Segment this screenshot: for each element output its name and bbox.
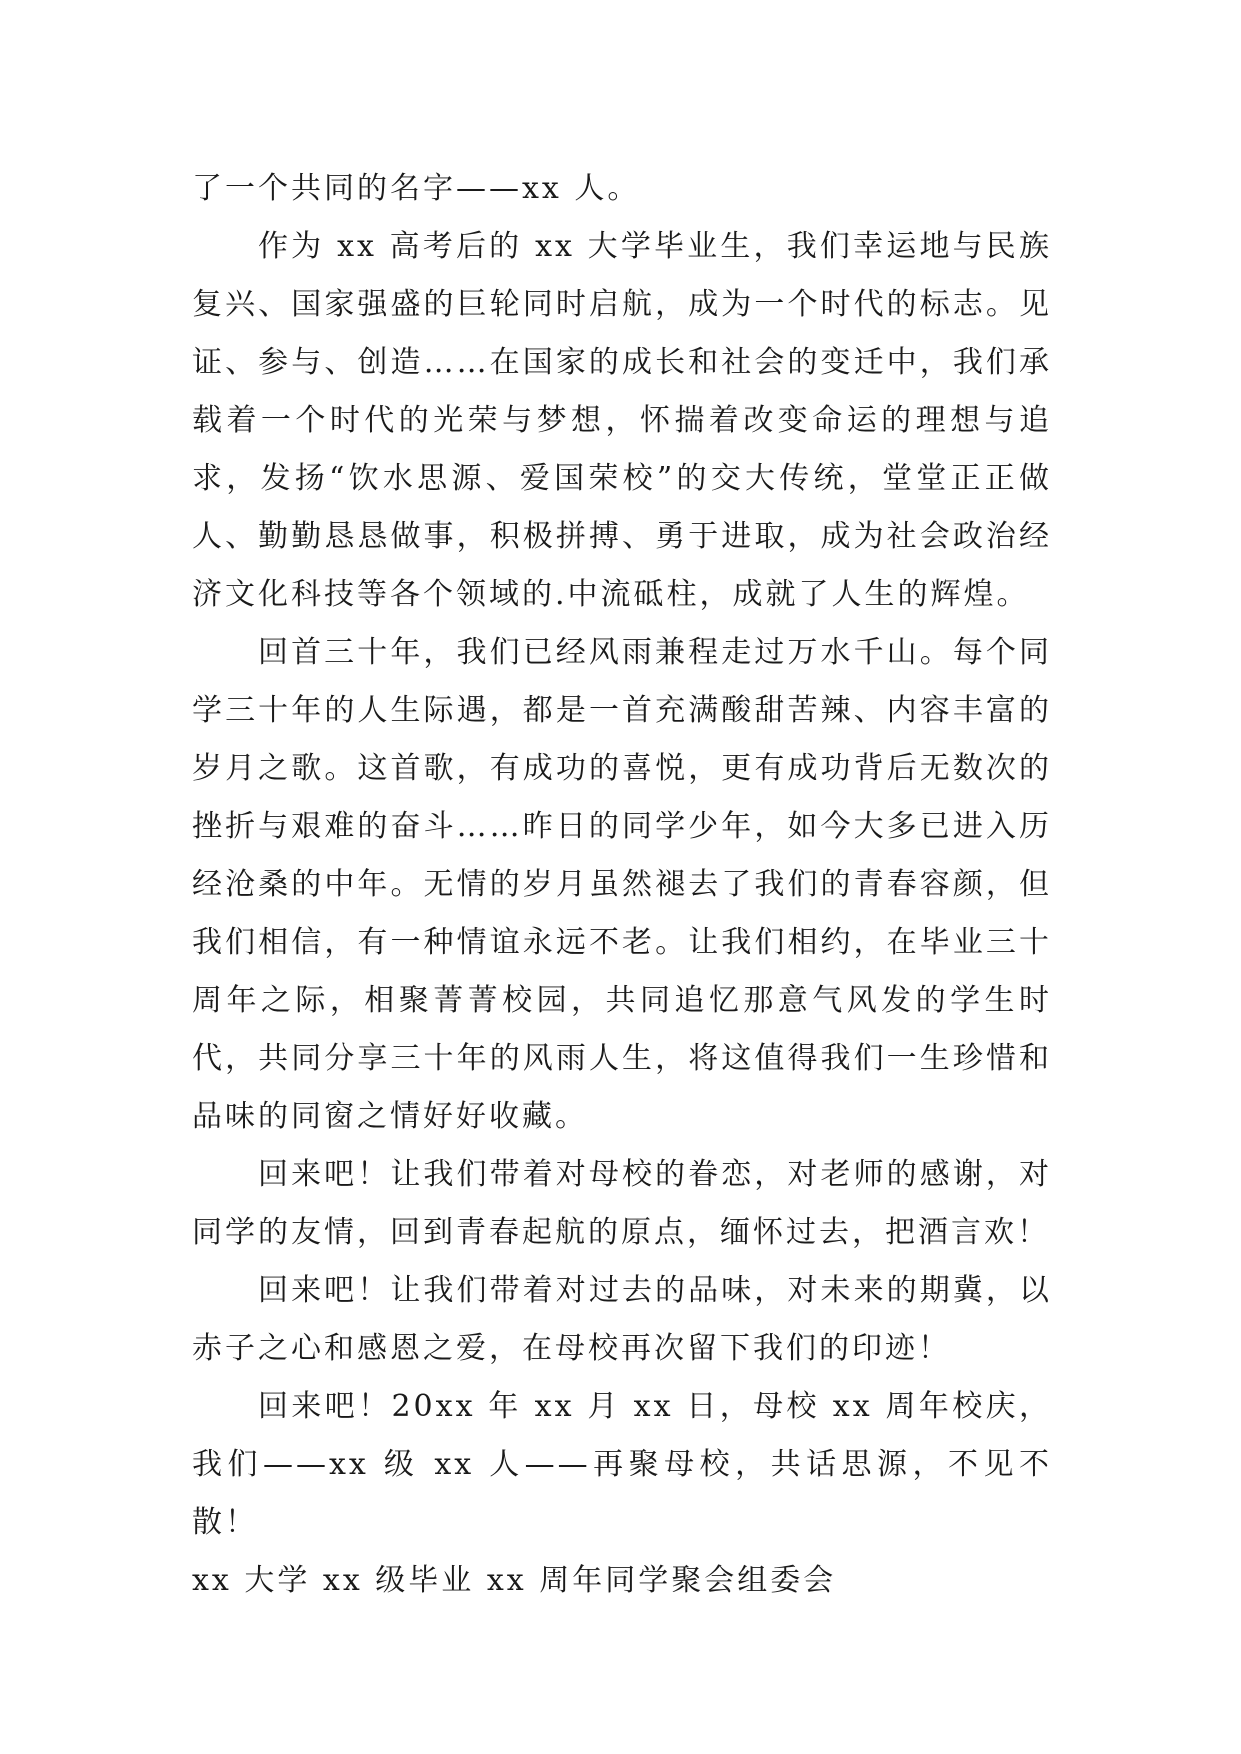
signature-line: xx 大学 xx 级毕业 xx 周年同学聚会组委会 (192, 1563, 837, 1598)
paragraph-come-back-1: 回来吧！让我们带着对母校的眷恋，对老师的感谢，对同学的友情，回到青春起航的原点，缅怀过去，把酒言欢！ (192, 1157, 1052, 1250)
paragraph-graduates: 作为 xx 高考后的 xx 大学毕业生，我们幸运地与民族复兴、国家强盛的巨轮同时启航，成为一个时代的标志。见证、参与、创造……在国家的成长和社会的变迁中，我们承载着一个时代的光荣与梦想，怀揣着改变命运的理想与追求，发扬“饮水思源、爱国荣校”的交大传统，堂堂正正做人、勤勤恳恳做事，积极拼搏、勇于进取，成为社会政治经济文化科技等各个领域的.中流砥柱，成就了人生的辉煌。 (192, 229, 1052, 612)
paragraph-thirty-years: 回首三十年，我们已经风雨兼程走过万水千山。每个同学三十年的人生际遇，都是一首充满酸甜苦辣、内容丰富的岁月之歌。这首歌，有成功的喜悦，更有成功背后无数次的挫折与艰难的奋斗……昨日的同学少年，如今大多已进入历经沧桑的中年。无情的岁月虽然褪去了我们的青春容颜，但我们相信，有一种情谊永远不老。让我们相约，在毕业三十周年之际，相聚菁菁校园，共同追忆那意气风发的学生时代，共同分享三十年的风雨人生，将这值得我们一生珍惜和品味的同窗之情好好收藏。 (192, 635, 1052, 1134)
paragraph-continuation: 了一个共同的名字——xx 人。 (192, 171, 641, 206)
paragraph-come-back-3: 回来吧！20xx 年 xx 月 xx 日，母校 xx 周年校庆，我们——xx 级 xx 人——再聚母校，共话思源，不见不散！ (192, 1389, 1052, 1540)
paragraph-come-back-2: 回来吧！让我们带着对过去的品味，对未来的期冀，以赤子之心和感恩之爱，在母校再次留下我们的印迹！ (192, 1273, 1052, 1366)
document-body (192, 160, 1052, 1610)
